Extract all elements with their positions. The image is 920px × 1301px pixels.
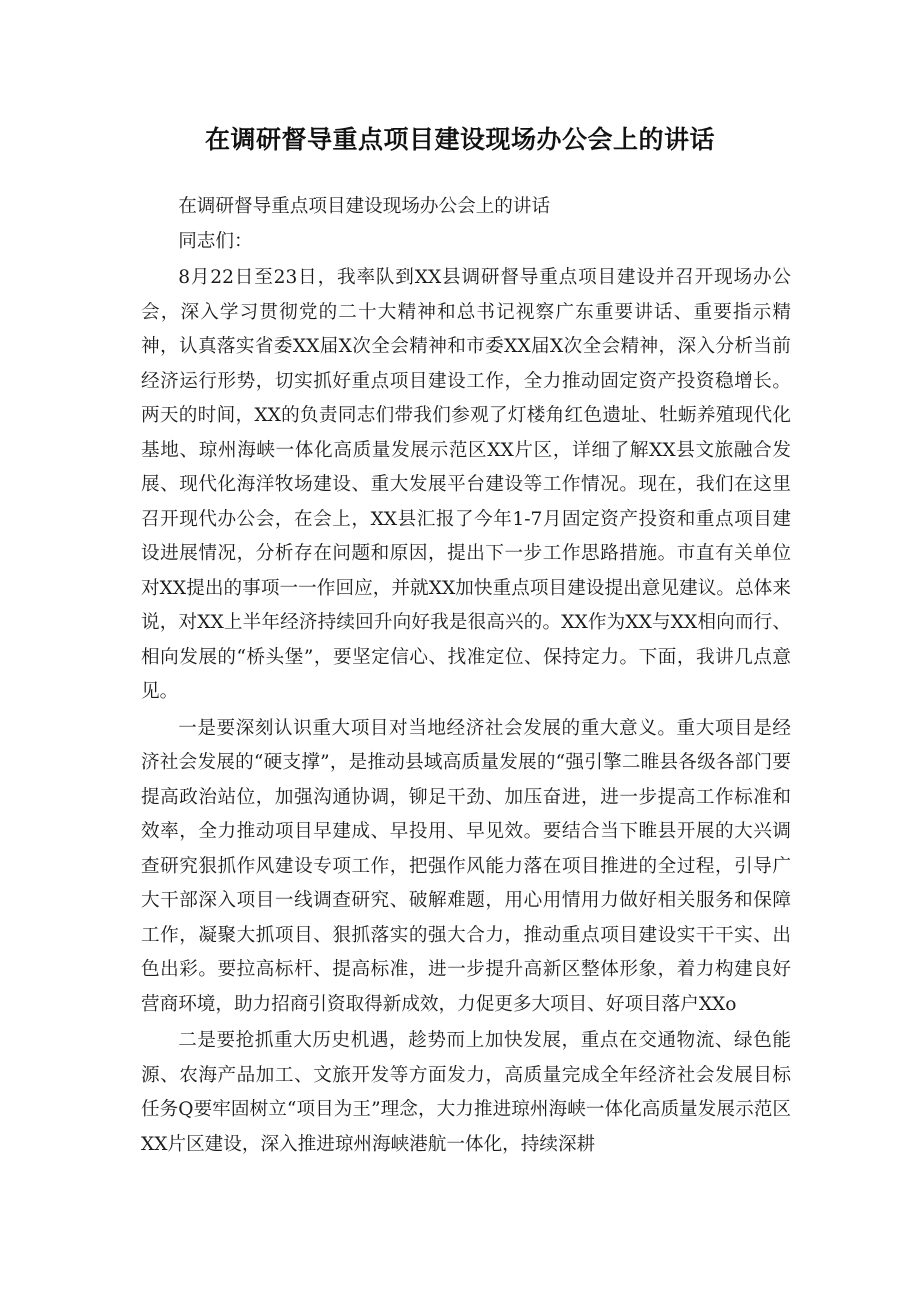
paragraph-2: 一是要深刻认识重大项目对当地经济社会发展的重大意义。重大项目是经济社会发展的“硬支撑”，是推动县域高质量发展的“强引擎二睢县各级各部门要提高政治站位，加强沟通协调，铆足干劲、加压奋进，进一步提高工作标准和效率，全力推动项目早建成、早投用、早见效。要结合当下睢县开展的大兴调查研究狠抓作风建设专项工作，把强作风能力落在项目推进的全过程，引导广大干部深入项目一线调查研究、破解难题，用心用情用力做好相关服务和保障工作，凝聚大抓项目、狠抓落实的强大合力，推动重点项目建设实干干实、出色出彩。要拉高标杆、提高标准，进一步提升高新区整体形象，着力构建良好营商环境，助力招商引资取得新成效，力促更多大项目、好项目落户XXo <box>141 717 791 1015</box>
paragraph-3: 二是要抢抓重大历史机遇，趁势而上加快发展，重点在交通物流、绿色能源、农海产品加工、文旅开发等方面发力，高质量完成全年经济社会发展目标任务Q要牢固树立“项目为王”理念，大力推进琼州海峡一体化高质量发展示范区XX片区建设，深入推进琼州海峡港航一体化，持续深耕 <box>141 1030 791 1155</box>
document-body <box>141 190 791 1162</box>
document-subtitle: 在调研督导重点项目建设现场办公会上的讲话 <box>178 196 551 217</box>
paragraph-1: 8月22日至23日，我率队到XX县调研督导重点项目建设并召开现场办公会，深入学习贯彻党的二十大精神和总书记视察广东重要讲话、重要指示精神，认真落实省委XX届X次全会精神和市委XX届X次全会精神，深入分析当前经济运行形势，切实抓好重点项目建设工作，全力推动固定资产投资稳增长。两天的时间，XX的负责同志们带我们参观了灯楼角红色遗址、牡蛎养殖现代化基地、琼州海峡一体化高质量发展示范区XX片区，详细了解XX县文旅融合发展、现代化海洋牧场建设、重大发展平台建设等工作情况。现在，我们在这里召开现代办公会，在会上，XX县汇报了今年1-7月固定资产投资和重点项目建设进展情况，分析存在问题和原因，提出下一步工作思路措施。市直有关单位对XX提出的事项一一作回应，并就XX加快重点项目建设提出意见建议。总体来说，对XX上半年经济持续回升向好我是很高兴的。XX作为XX与XX相向而行、相向发展的“桥头堡”，要坚定信心、找准定位、保持定力。下面，我讲几点意见。 <box>141 267 791 702</box>
salutation: 同志们： <box>178 230 253 252</box>
document-title: 在调研督导重点项目建设现场办公会上的讲话 <box>204 125 715 154</box>
